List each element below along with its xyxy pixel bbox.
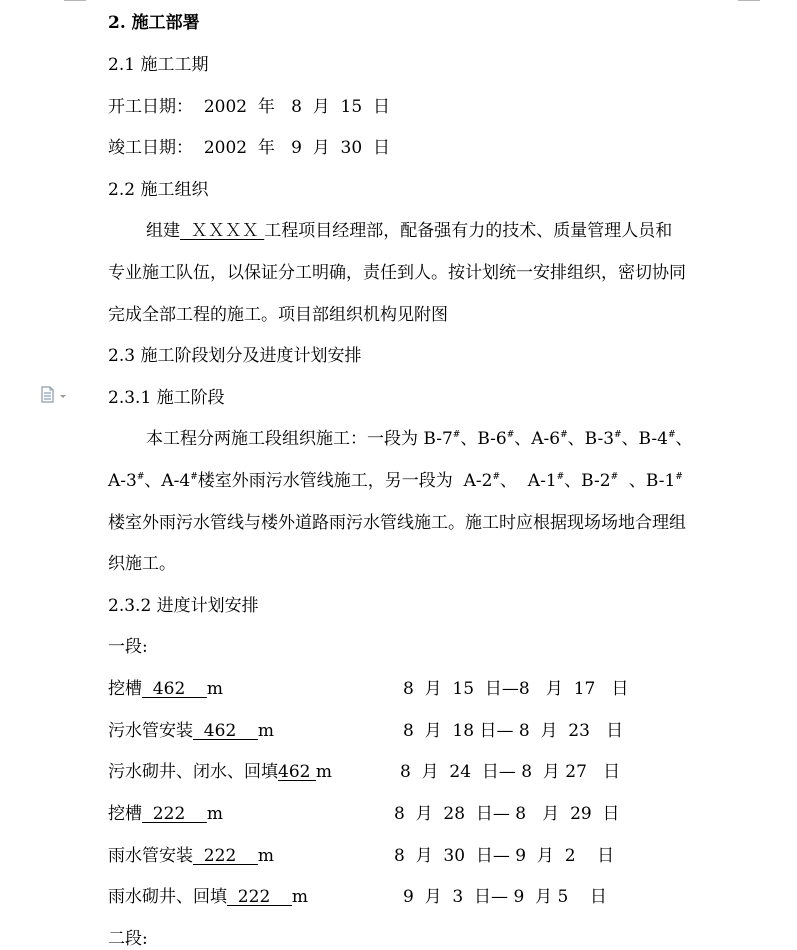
start-date-value: 2002 年 8 月 15 日 <box>203 97 390 117</box>
start-date-label: 开工日期： <box>108 97 193 117</box>
number-sign: # <box>667 430 676 440</box>
stage-text: 、A-6 <box>514 429 561 449</box>
quantity-value: 462 <box>278 762 316 782</box>
schedule-row <box>108 720 274 742</box>
org-paragraph-line-3: 完成全部工程的施工。项目部组织机构见附图 <box>108 305 448 325</box>
schedule-row <box>108 678 223 700</box>
stage-text: 、 <box>675 429 693 449</box>
quantity-value: 222 <box>227 887 292 907</box>
number-sign: # <box>452 430 461 440</box>
quantity-unit: m <box>206 679 223 699</box>
company-name-blank: ＸＸＸＸ <box>180 221 265 241</box>
task-name: 污水砌井、闭水、回填 <box>108 762 278 782</box>
task-name: 挖槽 <box>108 679 142 699</box>
schedule-dates: 9 月 3 日— 9 月 5 日 <box>403 887 607 907</box>
stage-paragraph-line-2 <box>108 470 683 492</box>
section-2-3-title: 2.3 施工阶段划分及进度计划安排 <box>108 346 362 366</box>
stage-text: 本工程分两施工段组织施工：一段为 B-7 <box>146 429 453 449</box>
stage-text: 、B-3 <box>567 429 615 449</box>
stage-paragraph-line-1 <box>146 428 692 450</box>
number-sign: # <box>610 472 619 482</box>
stage-text: 、B-4 <box>621 429 668 449</box>
schedule-row <box>108 761 332 783</box>
end-date-label: 竣工日期： <box>108 138 193 158</box>
org-paragraph-line-1 <box>146 220 672 242</box>
quantity-value: 222 <box>142 804 207 824</box>
quantity-value: 462 <box>193 721 258 741</box>
number-sign: # <box>506 430 515 440</box>
segment-2-label: 二段: <box>108 929 148 949</box>
schedule-row <box>108 803 223 825</box>
schedule-dates: 8 月 15 日—8 月 17 日 <box>403 679 629 699</box>
number-sign: # <box>614 430 622 440</box>
stage-text: 、B-1 <box>618 471 676 491</box>
quantity-unit: m <box>315 762 332 782</box>
quantity-unit: m <box>206 804 223 824</box>
task-name: 挖槽 <box>108 804 142 824</box>
stage-text: 楼室外雨污水管线施工，另一段为 A-2 <box>197 471 493 491</box>
org-paragraph-line-2: 专业施工队伍，以保证分工明确，责任到人。按计划统一安排组织，密切协同 <box>108 263 686 283</box>
schedule-dates: 8 月 28 日— 8 月 29 日 <box>394 804 620 824</box>
start-date-line <box>108 96 390 118</box>
org-text-b: 工程项目经理部，配备强有力的技术、质量管理人员和 <box>264 221 673 241</box>
stage-paragraph-line-4: 织施工。 <box>108 554 176 574</box>
number-sign: # <box>190 472 198 482</box>
stage-text: 、B-6 <box>460 429 507 449</box>
stage-paragraph-line-3: 楼室外雨污水管线与楼外道路雨污水管线施工。施工时应根据现场场地合理组 <box>108 513 686 533</box>
schedule-dates: 8 月 24 日— 8 月 27 日 <box>400 762 621 782</box>
section-heading: 2. 施工部署 <box>108 13 200 33</box>
end-date-line <box>108 137 390 159</box>
stage-text: 、A-4 <box>144 471 191 491</box>
schedule-row <box>108 845 274 867</box>
number-sign: # <box>560 430 568 440</box>
page-corner-mark-left <box>64 0 86 1</box>
document-options-icon[interactable] <box>40 386 68 404</box>
stage-text: 、 A-1 <box>499 471 557 491</box>
quantity-unit: m <box>257 721 274 741</box>
section-2-2-title: 2.2 施工组织 <box>108 180 209 200</box>
quantity-value: 222 <box>193 846 258 866</box>
section-2-3-2-title: 2.3.2 进度计划安排 <box>108 596 259 616</box>
number-sign: # <box>675 472 683 482</box>
stage-text: 、B-2 <box>564 471 611 491</box>
schedule-dates: 8 月 30 日— 9 月 2 日 <box>394 846 615 866</box>
task-name: 雨水砌井、回填 <box>108 887 227 907</box>
task-name: 雨水管安装 <box>108 846 193 866</box>
number-sign: # <box>492 472 500 482</box>
end-date-value: 2002 年 9 月 30 日 <box>203 138 390 158</box>
quantity-unit: m <box>257 846 274 866</box>
quantity-value: 462 <box>142 679 207 699</box>
number-sign: # <box>556 472 565 482</box>
task-name: 污水管安装 <box>108 721 193 741</box>
org-text-a: 组建 <box>146 221 180 241</box>
section-2-1-title: 2.1 施工工期 <box>108 55 209 75</box>
stage-text: A-3 <box>108 471 137 491</box>
number-sign: # <box>136 472 145 482</box>
page-corner-mark-right <box>738 0 760 1</box>
schedule-row <box>108 886 308 908</box>
schedule-dates: 8 月 18 日— 8 月 23 日 <box>403 721 624 741</box>
quantity-unit: m <box>291 887 308 907</box>
section-2-3-1-title: 2.3.1 施工阶段 <box>108 388 225 408</box>
segment-1-label: 一段: <box>108 637 148 657</box>
